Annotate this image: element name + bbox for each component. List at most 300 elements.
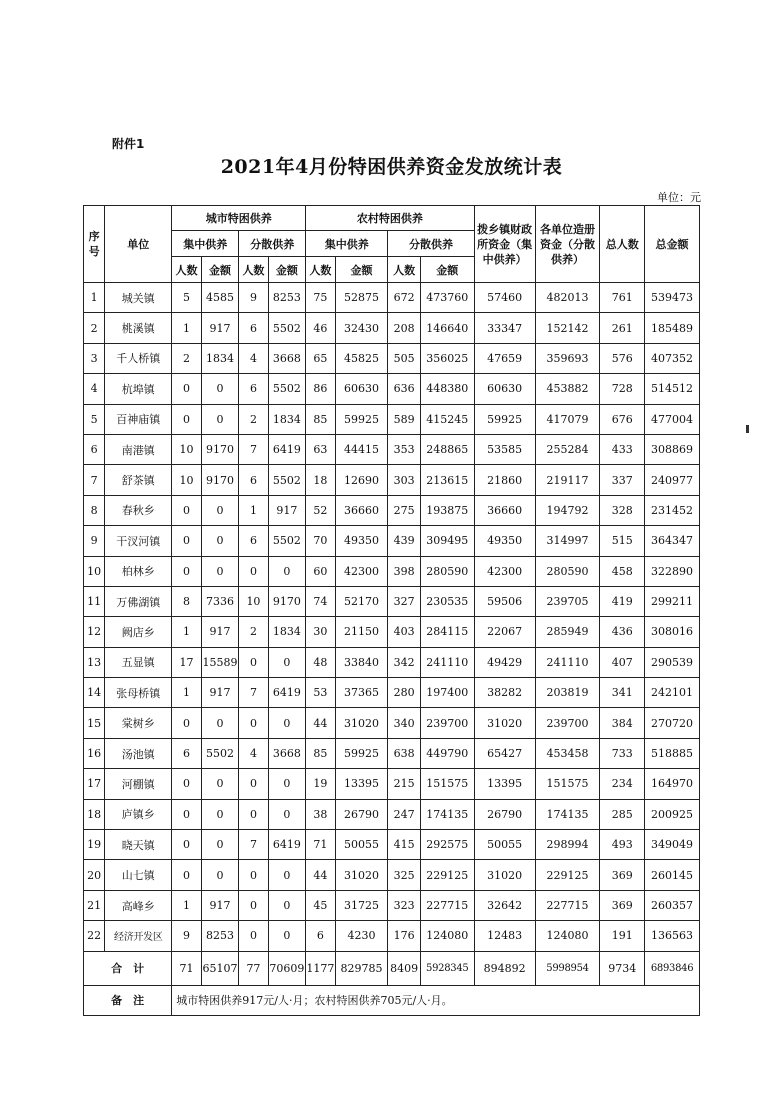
cell-r3: 672 (388, 283, 420, 313)
cell-unit-name: 山七镇 (105, 860, 172, 890)
header-people: 人数 (388, 257, 420, 283)
cell-r3: 636 (388, 374, 420, 404)
cell-r2: 26790 (335, 799, 388, 829)
cell-c1: 0 (172, 708, 201, 738)
cell-r3: 247 (388, 799, 420, 829)
cell-c2: 0 (201, 404, 239, 434)
cell-no: 4 (84, 374, 105, 404)
cell-f1: 32642 (474, 890, 535, 920)
cell-c4: 5502 (268, 526, 306, 556)
cell-c2: 0 (201, 769, 239, 799)
cell-ta: 407352 (645, 343, 700, 373)
cell-f1: 26790 (474, 799, 535, 829)
cell-f2: 152142 (535, 313, 600, 343)
cell-c1: 2 (172, 343, 201, 373)
cell-ta: 270720 (645, 708, 700, 738)
cell-r4: 356025 (420, 343, 474, 373)
cell-unit-name: 晓天镇 (105, 830, 172, 860)
table-row (84, 374, 700, 404)
cell-f2: 219117 (535, 465, 600, 495)
cell-ta: 242101 (645, 678, 700, 708)
cell-c3: 9 (239, 283, 268, 313)
cell-c3: 6 (239, 313, 268, 343)
cell-r3: 589 (388, 404, 420, 434)
table-row (84, 283, 700, 313)
cell-c1: 0 (172, 495, 201, 525)
cell-tp: 384 (600, 708, 645, 738)
cell-f2: 453882 (535, 374, 600, 404)
cell-c1: 0 (172, 374, 201, 404)
cell-r4: 415245 (420, 404, 474, 434)
cell-f2: 229125 (535, 860, 600, 890)
cell-c1: 0 (172, 830, 201, 860)
cell-r2: 13395 (335, 769, 388, 799)
table-row (84, 830, 700, 860)
cell-r1: 74 (306, 586, 335, 616)
cell-c1: 6 (172, 738, 201, 768)
cell-f1: 49350 (474, 526, 535, 556)
cell-f2: 239700 (535, 708, 600, 738)
cell-unit-name: 南港镇 (105, 434, 172, 464)
cell-tp: 191 (600, 921, 645, 951)
cell-tp: 419 (600, 586, 645, 616)
header-unit-funds: 各单位造册资金（分散供养） (535, 206, 600, 283)
cell-r4: 239700 (420, 708, 474, 738)
cell-r1: 44 (306, 860, 335, 890)
table-row (84, 313, 700, 343)
cell-no: 9 (84, 526, 105, 556)
cell-f2: 194792 (535, 495, 600, 525)
cell-f1: 65427 (474, 738, 535, 768)
cell-c1: 1 (172, 617, 201, 647)
cell-r1: 30 (306, 617, 335, 647)
cell-f2: 203819 (535, 678, 600, 708)
cell-c4: 0 (268, 860, 306, 890)
cell-c1: 0 (172, 556, 201, 586)
cell-f1: 49429 (474, 647, 535, 677)
header-people: 人数 (172, 257, 201, 283)
total-c2: 65107 (201, 951, 239, 985)
table-row (84, 799, 700, 829)
cell-c1: 0 (172, 799, 201, 829)
cell-r3: 327 (388, 586, 420, 616)
cell-unit-name: 庐镇乡 (105, 799, 172, 829)
cell-f1: 53585 (474, 434, 535, 464)
cell-f1: 60630 (474, 374, 535, 404)
cell-ta: 240977 (645, 465, 700, 495)
cell-c1: 10 (172, 434, 201, 464)
cell-c1: 9 (172, 921, 201, 951)
cell-r4: 124080 (420, 921, 474, 951)
cell-tp: 436 (600, 617, 645, 647)
cell-tp: 369 (600, 890, 645, 920)
cell-c3: 6 (239, 374, 268, 404)
cell-r4: 193875 (420, 495, 474, 525)
cell-c3: 0 (239, 708, 268, 738)
header-seq: 序号 (84, 206, 105, 283)
cell-c2: 5502 (201, 738, 239, 768)
cell-c3: 6 (239, 526, 268, 556)
cell-r4: 280590 (420, 556, 474, 586)
cell-ta: 299211 (645, 586, 700, 616)
cell-c3: 2 (239, 404, 268, 434)
remark-text: 城市特困供养917元/人·月；农村特困供养705元/人·月。 (172, 985, 700, 1015)
cell-ta: 260357 (645, 890, 700, 920)
cell-c1: 10 (172, 465, 201, 495)
cell-r4: 309495 (420, 526, 474, 556)
cell-f2: 453458 (535, 738, 600, 768)
cell-ta: 290539 (645, 647, 700, 677)
cell-c1: 17 (172, 647, 201, 677)
cell-r3: 403 (388, 617, 420, 647)
cell-unit-name: 阙店乡 (105, 617, 172, 647)
cell-r4: 292575 (420, 830, 474, 860)
cell-r2: 52875 (335, 283, 388, 313)
cell-f1: 36660 (474, 495, 535, 525)
cell-c3: 0 (239, 556, 268, 586)
cell-r3: 323 (388, 890, 420, 920)
cell-tp: 337 (600, 465, 645, 495)
cell-r3: 275 (388, 495, 420, 525)
cell-unit-name: 干汊河镇 (105, 526, 172, 556)
cell-f2: 255284 (535, 434, 600, 464)
cell-ta: 164970 (645, 769, 700, 799)
cell-no: 12 (84, 617, 105, 647)
cell-r2: 33840 (335, 647, 388, 677)
cell-c2: 8253 (201, 921, 239, 951)
header-total-amount: 总金额 (645, 206, 700, 283)
cell-no: 3 (84, 343, 105, 373)
cell-c2: 917 (201, 890, 239, 920)
cell-f1: 22067 (474, 617, 535, 647)
cell-c3: 0 (239, 799, 268, 829)
header-city-dispersed: 分散供养 (239, 231, 306, 257)
cell-r1: 85 (306, 738, 335, 768)
cell-ta: 539473 (645, 283, 700, 313)
cell-c3: 0 (239, 769, 268, 799)
cell-c3: 1 (239, 495, 268, 525)
cell-c3: 4 (239, 738, 268, 768)
table-row (84, 708, 700, 738)
cell-r1: 60 (306, 556, 335, 586)
cell-c3: 0 (239, 647, 268, 677)
cell-c4: 917 (268, 495, 306, 525)
cell-c3: 4 (239, 343, 268, 373)
cell-no: 11 (84, 586, 105, 616)
total-r2: 829785 (335, 951, 388, 985)
cell-f1: 21860 (474, 465, 535, 495)
cell-c1: 0 (172, 404, 201, 434)
header-rural-centralized: 集中供养 (306, 231, 388, 257)
cell-c3: 0 (239, 890, 268, 920)
cell-c2: 0 (201, 526, 239, 556)
header-amount: 金额 (335, 257, 388, 283)
cell-tp: 733 (600, 738, 645, 768)
cell-r1: 75 (306, 283, 335, 313)
cell-r4: 449790 (420, 738, 474, 768)
cell-r3: 303 (388, 465, 420, 495)
cell-r2: 49350 (335, 526, 388, 556)
cell-f1: 59925 (474, 404, 535, 434)
cell-f2: 280590 (535, 556, 600, 586)
cell-c2: 9170 (201, 434, 239, 464)
cell-f2: 417079 (535, 404, 600, 434)
cell-c4: 3668 (268, 343, 306, 373)
cell-c1: 0 (172, 526, 201, 556)
cell-f2: 482013 (535, 283, 600, 313)
cell-c1: 1 (172, 890, 201, 920)
cell-c4: 5502 (268, 465, 306, 495)
cell-c2: 0 (201, 495, 239, 525)
cell-c2: 0 (201, 556, 239, 586)
cell-no: 18 (84, 799, 105, 829)
cell-tp: 493 (600, 830, 645, 860)
cell-c4: 8253 (268, 283, 306, 313)
cell-r1: 45 (306, 890, 335, 920)
cell-r4: 197400 (420, 678, 474, 708)
cell-c2: 917 (201, 678, 239, 708)
table-row (84, 647, 700, 677)
cell-r2: 31725 (335, 890, 388, 920)
cell-no: 22 (84, 921, 105, 951)
cell-r2: 59925 (335, 404, 388, 434)
header-people: 人数 (306, 257, 335, 283)
cell-c4: 0 (268, 799, 306, 829)
statistics-table (83, 205, 700, 1016)
total-c1: 71 (172, 951, 201, 985)
cell-tp: 369 (600, 860, 645, 890)
cell-ta: 364347 (645, 526, 700, 556)
cell-r4: 213615 (420, 465, 474, 495)
header-town-funds: 拨乡镇财政所资金（集中供养） (474, 206, 535, 283)
cell-tp: 341 (600, 678, 645, 708)
cell-c2: 0 (201, 799, 239, 829)
cell-f2: 151575 (535, 769, 600, 799)
table-row (84, 617, 700, 647)
cell-f2: 239705 (535, 586, 600, 616)
total-ta: 6893846 (645, 951, 700, 985)
cell-f2: 298994 (535, 830, 600, 860)
total-c4: 70609 (268, 951, 306, 985)
cell-r4: 174135 (420, 799, 474, 829)
cell-c1: 1 (172, 678, 201, 708)
cell-r4: 248865 (420, 434, 474, 464)
cell-c3: 7 (239, 678, 268, 708)
cell-f2: 174135 (535, 799, 600, 829)
header-amount: 金额 (201, 257, 239, 283)
cell-r1: 44 (306, 708, 335, 738)
cell-no: 20 (84, 860, 105, 890)
cell-c4: 9170 (268, 586, 306, 616)
cell-tp: 728 (600, 374, 645, 404)
cell-ta: 514512 (645, 374, 700, 404)
cell-c2: 917 (201, 313, 239, 343)
cell-r1: 71 (306, 830, 335, 860)
cell-r2: 36660 (335, 495, 388, 525)
table-row (84, 495, 700, 525)
cell-tp: 458 (600, 556, 645, 586)
cell-c2: 0 (201, 830, 239, 860)
cell-f2: 285949 (535, 617, 600, 647)
cell-f2: 124080 (535, 921, 600, 951)
cell-r3: 638 (388, 738, 420, 768)
cell-f2: 241110 (535, 647, 600, 677)
attachment-label: 附件1 (112, 137, 145, 151)
cell-r3: 280 (388, 678, 420, 708)
header-people: 人数 (239, 257, 268, 283)
cell-c2: 4585 (201, 283, 239, 313)
cell-r2: 37365 (335, 678, 388, 708)
total-f2: 5998954 (535, 951, 600, 985)
cell-r1: 63 (306, 434, 335, 464)
cell-r1: 52 (306, 495, 335, 525)
table-row (84, 526, 700, 556)
cell-r4: 146640 (420, 313, 474, 343)
cell-ta: 136563 (645, 921, 700, 951)
cell-unit-name: 千人桥镇 (105, 343, 172, 373)
cell-unit-name: 杭埠镇 (105, 374, 172, 404)
cell-r1: 65 (306, 343, 335, 373)
cell-c2: 917 (201, 617, 239, 647)
cell-c3: 7 (239, 830, 268, 860)
cell-ta: 322890 (645, 556, 700, 586)
cell-no: 19 (84, 830, 105, 860)
cell-ta: 477004 (645, 404, 700, 434)
cell-no: 17 (84, 769, 105, 799)
cell-r3: 439 (388, 526, 420, 556)
cell-unit-name: 春秋乡 (105, 495, 172, 525)
cell-no: 8 (84, 495, 105, 525)
table-row (84, 890, 700, 920)
cell-ta: 185489 (645, 313, 700, 343)
cell-no: 15 (84, 708, 105, 738)
cell-f1: 12483 (474, 921, 535, 951)
total-r3: 8409 (388, 951, 420, 985)
cell-r3: 353 (388, 434, 420, 464)
cell-c4: 5502 (268, 313, 306, 343)
total-r4: 5928345 (420, 951, 474, 985)
cell-r2: 31020 (335, 708, 388, 738)
header-unit: 单位 (105, 206, 172, 283)
cell-r1: 48 (306, 647, 335, 677)
cell-f1: 33347 (474, 313, 535, 343)
cell-r3: 176 (388, 921, 420, 951)
header-row-1 (84, 206, 700, 231)
cell-r2: 44415 (335, 434, 388, 464)
cell-unit-name: 经济开发区 (105, 921, 172, 951)
header-city-centralized: 集中供养 (172, 231, 239, 257)
total-c3: 77 (239, 951, 268, 985)
cell-ta: 308869 (645, 434, 700, 464)
cell-f2: 314997 (535, 526, 600, 556)
cell-no: 21 (84, 890, 105, 920)
cell-unit-name: 棠树乡 (105, 708, 172, 738)
cell-f1: 50055 (474, 830, 535, 860)
table-row (84, 738, 700, 768)
total-tp: 9734 (600, 951, 645, 985)
cell-c4: 5502 (268, 374, 306, 404)
cell-r3: 415 (388, 830, 420, 860)
cell-unit-name: 高峰乡 (105, 890, 172, 920)
table-body (84, 206, 700, 1016)
table-row (84, 769, 700, 799)
cell-no: 10 (84, 556, 105, 586)
cell-no: 13 (84, 647, 105, 677)
cell-ta: 200925 (645, 799, 700, 829)
cell-f1: 42300 (474, 556, 535, 586)
cell-f1: 38282 (474, 678, 535, 708)
cell-f1: 31020 (474, 708, 535, 738)
cell-c2: 0 (201, 860, 239, 890)
cell-r1: 19 (306, 769, 335, 799)
cell-f1: 59506 (474, 586, 535, 616)
cell-c4: 3668 (268, 738, 306, 768)
cell-tp: 285 (600, 799, 645, 829)
cell-r2: 21150 (335, 617, 388, 647)
cell-r2: 31020 (335, 860, 388, 890)
cell-c1: 1 (172, 313, 201, 343)
cell-c2: 9170 (201, 465, 239, 495)
remark-row (84, 985, 700, 1015)
cell-r3: 208 (388, 313, 420, 343)
total-row (84, 951, 700, 985)
cell-c1: 8 (172, 586, 201, 616)
cell-no: 16 (84, 738, 105, 768)
cell-unit-name: 五显镇 (105, 647, 172, 677)
header-rural-dispersed: 分散供养 (388, 231, 474, 257)
cell-c1: 5 (172, 283, 201, 313)
cell-f1: 31020 (474, 860, 535, 890)
cell-c3: 10 (239, 586, 268, 616)
total-label: 合 计 (84, 951, 172, 985)
cell-c4: 1834 (268, 617, 306, 647)
cell-c4: 0 (268, 556, 306, 586)
table-row (84, 465, 700, 495)
cell-no: 6 (84, 434, 105, 464)
table-row (84, 404, 700, 434)
cell-r4: 230535 (420, 586, 474, 616)
cell-ta: 260145 (645, 860, 700, 890)
table-row (84, 586, 700, 616)
total-r1: 1177 (306, 951, 335, 985)
cell-tp: 761 (600, 283, 645, 313)
scan-mark (746, 425, 749, 433)
cell-tp: 261 (600, 313, 645, 343)
cell-r4: 473760 (420, 283, 474, 313)
table-row (84, 434, 700, 464)
table-row (84, 921, 700, 951)
cell-tp: 676 (600, 404, 645, 434)
cell-r2: 4230 (335, 921, 388, 951)
cell-tp: 407 (600, 647, 645, 677)
cell-c4: 0 (268, 708, 306, 738)
cell-tp: 433 (600, 434, 645, 464)
table-row (84, 860, 700, 890)
cell-r3: 398 (388, 556, 420, 586)
cell-r4: 284115 (420, 617, 474, 647)
cell-r3: 342 (388, 647, 420, 677)
cell-r2: 52170 (335, 586, 388, 616)
cell-c4: 6419 (268, 678, 306, 708)
cell-r3: 215 (388, 769, 420, 799)
cell-c4: 0 (268, 890, 306, 920)
cell-c4: 0 (268, 647, 306, 677)
cell-r2: 42300 (335, 556, 388, 586)
cell-unit-name: 百神庙镇 (105, 404, 172, 434)
cell-r2: 12690 (335, 465, 388, 495)
remark-label: 备 注 (84, 985, 172, 1015)
cell-c4: 0 (268, 921, 306, 951)
